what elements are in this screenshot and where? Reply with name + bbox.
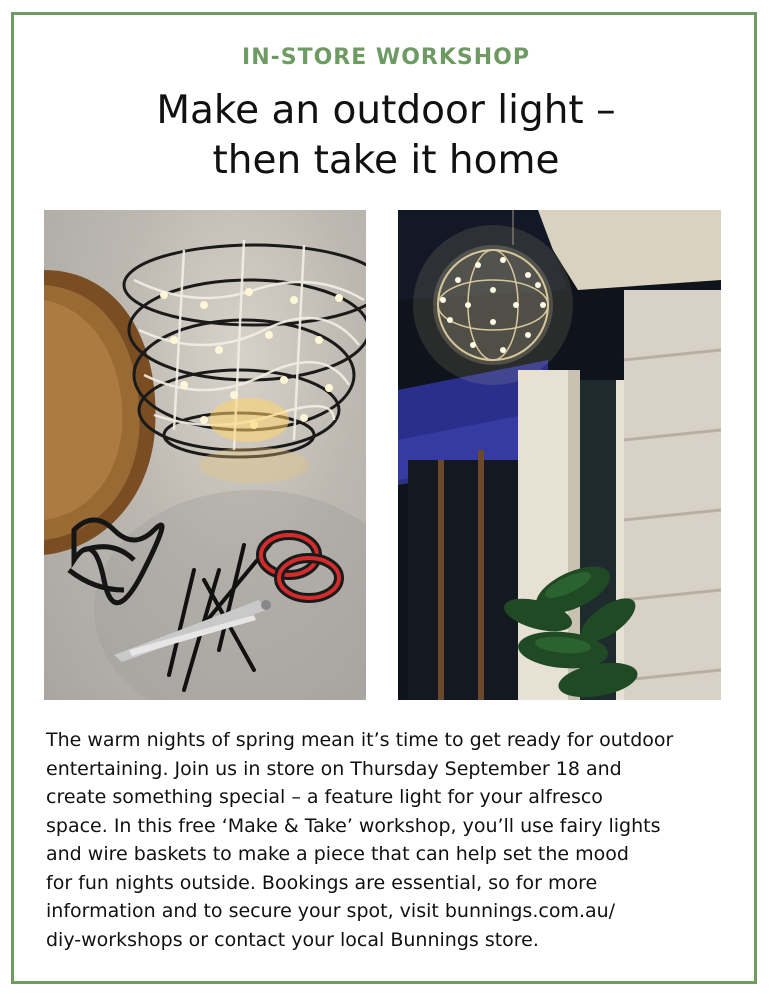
materials-illustration bbox=[44, 210, 366, 700]
body-line: information and to secure your spot, visit bunnings.com.au/ bbox=[46, 900, 616, 922]
outdoor-light-illustration bbox=[398, 210, 721, 700]
body-line: create something special – a feature light for your alfresco bbox=[46, 786, 603, 808]
body-line: space. In this free ‘Make & Take’ workshop, you’ll use fairy lights bbox=[46, 814, 661, 837]
body-line: entertaining. Join us in store on Thursday September 18 and bbox=[46, 757, 622, 780]
body-text bbox=[46, 726, 736, 954]
body-line: The warm nights of spring mean it’s time to get ready for outdoor bbox=[46, 729, 674, 751]
body-line: diy-workshops or contact your local Bunnings store. bbox=[46, 928, 539, 951]
materials-photo bbox=[44, 210, 366, 700]
section-kicker: IN-STORE WORKSHOP bbox=[242, 45, 530, 70]
title-line-2: then take it home bbox=[212, 138, 560, 183]
body-line: for fun nights outside. Bookings are essential, so for more bbox=[46, 871, 598, 894]
outdoor-light-photo bbox=[398, 210, 721, 700]
page-title bbox=[0, 86, 772, 186]
body-line: and wire baskets to make a piece that can help set the mood bbox=[46, 843, 629, 865]
title-line-1: Make an outdoor light – bbox=[156, 88, 616, 133]
